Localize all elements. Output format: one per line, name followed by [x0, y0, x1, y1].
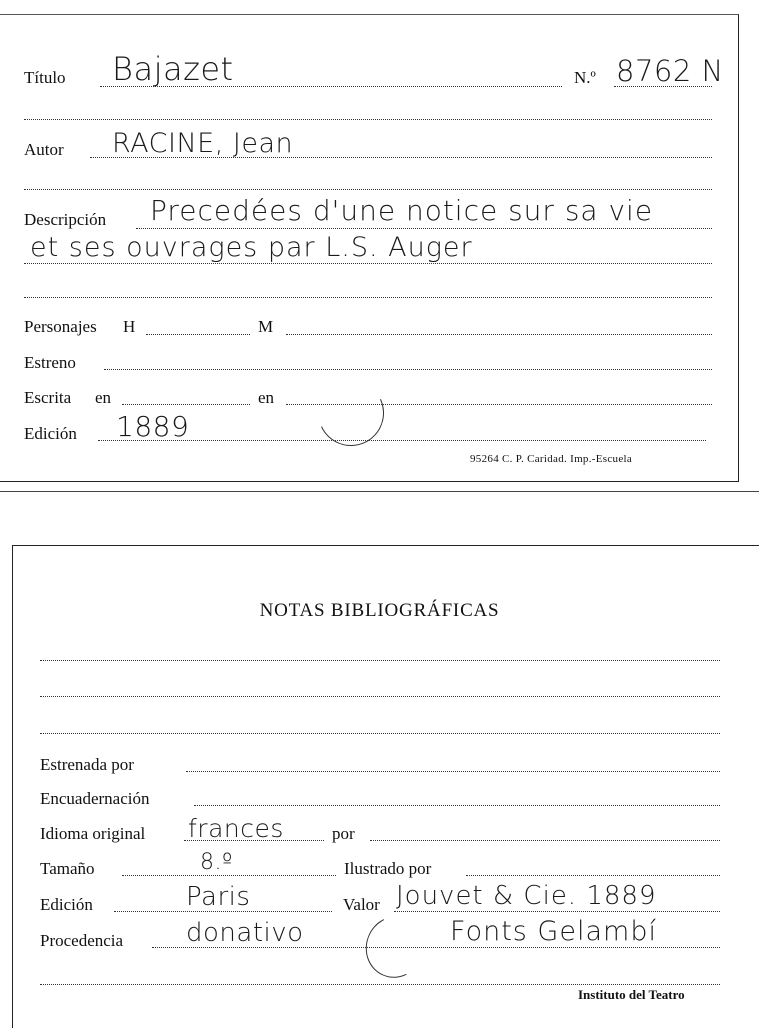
edicion-label: Edición — [24, 424, 77, 443]
escrita-label: Escrita — [24, 388, 72, 407]
blank-line — [24, 297, 712, 298]
notas-heading: NOTAS BIBLIOGRÁFICAS — [259, 600, 500, 621]
autor-value: RACINE, Jean — [112, 128, 294, 159]
valor-label: Valor — [343, 895, 380, 914]
estrenada-label: Estrenada por — [40, 755, 134, 774]
titulo-label: Título — [24, 68, 66, 87]
descripcion-value-line1: Precedées d'une notice sur sa vie — [150, 194, 654, 227]
notas-line-3 — [40, 733, 720, 734]
escrita-en-label: en — [95, 388, 112, 407]
numero-label: N.º — [574, 68, 596, 87]
estreno-line — [104, 369, 712, 370]
personajes-m-line — [286, 334, 712, 335]
notas-line-2 — [40, 696, 720, 697]
por-line — [370, 840, 720, 841]
escrita-line-1 — [122, 404, 250, 405]
personajes-h-line — [146, 334, 250, 335]
personajes-label: Personajes — [24, 317, 97, 336]
personajes-m-label: M — [258, 317, 274, 336]
autor-label: Autor — [24, 140, 64, 159]
idioma-value: frances — [188, 814, 284, 843]
numero-value: 8762 N — [616, 54, 724, 88]
blank-line — [24, 189, 712, 190]
edicion-value: 1889 — [116, 410, 190, 443]
estrenada-line — [186, 771, 720, 772]
ilustrado-label: Ilustrado por — [344, 859, 432, 878]
valor-line — [394, 911, 720, 912]
descripcion-value-line2: et ses ouvrages par L.S. Auger — [30, 232, 473, 263]
descripcion-line-2 — [24, 263, 712, 264]
ilustrado-line — [466, 875, 720, 876]
procedencia-label: Procedencia — [40, 931, 124, 950]
tamano-value: 8.º — [200, 850, 233, 875]
estreno-label: Estreno — [24, 353, 76, 372]
notas-line-1 — [40, 660, 720, 661]
personajes-h-label: H — [123, 317, 136, 336]
edicion-back-value: Paris — [186, 882, 251, 912]
institution-footer: Instituto del Teatro — [578, 987, 685, 1002]
procedencia-value-2: Fonts Gelambí — [450, 916, 657, 947]
cut-line — [0, 491, 759, 492]
escrita-en2-label: en — [258, 388, 275, 407]
tamano-label: Tamaño — [40, 859, 95, 878]
blank-line — [24, 119, 712, 120]
tamano-line — [122, 875, 336, 876]
descripcion-label: Descripción — [24, 210, 107, 229]
notas-line-last — [40, 984, 720, 985]
encuadernacion-label: Encuadernación — [40, 789, 150, 808]
encuadernacion-line — [194, 805, 720, 806]
edicion-back-label: Edición — [40, 895, 93, 914]
descripcion-line — [136, 228, 712, 229]
printer-imprint: 95264 C. P. Caridad. Imp.-Escuela — [470, 453, 633, 465]
titulo-value: Bajazet — [112, 50, 234, 88]
valor-value: Jouvet & Cie. 1889 — [396, 881, 657, 911]
por-label: por — [332, 824, 355, 843]
idioma-label: Idioma original — [40, 824, 146, 843]
procedencia-value: donativo — [186, 918, 304, 948]
